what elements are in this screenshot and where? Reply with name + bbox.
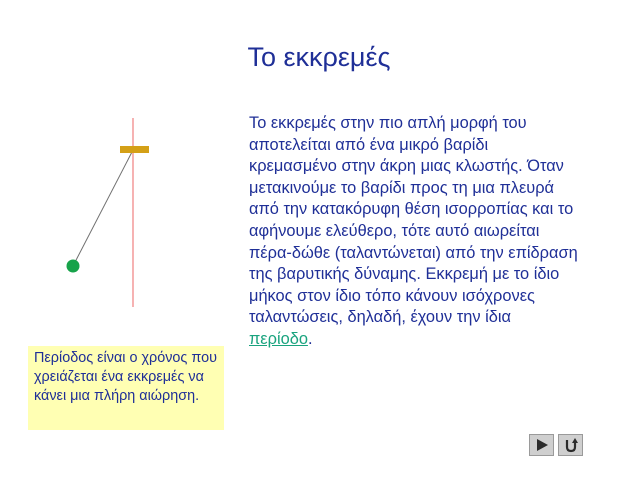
play-right-icon (535, 438, 549, 452)
slide-title: Το εκκρεμές (247, 42, 391, 72)
pendulum-bob (67, 260, 80, 273)
description-text: Το εκκρεμές στην πιο απλή μορφή του αποτελείται από ένα μικρό βαρίδι κρεμασμένο στην άκρη μιας κλωστής. Όταν μετακινούμε το βαρίδι προς τη μια πλευρά από την κατακόρυφη θέση ισορροπίας και το αφήνουμε ελεύθερο, τότε αυτό αιωρείται πέρα-δώθε (ταλαντώνεται) από την επίδραση της βαρυτικής δύναμης. Εκκρεμή με το ίδιο μήκος στον ίδιο τόπο κάνουν ισόχρονες ταλαντώσεις, δηλαδή, έχουν την ίδια (249, 114, 578, 327)
next-slide-button[interactable] (529, 434, 554, 456)
pendulum-string (73, 150, 133, 266)
pendulum-pivot (120, 146, 149, 153)
return-button[interactable] (558, 434, 583, 456)
period-link[interactable]: περίοδο (249, 329, 308, 348)
return-arrow-icon (563, 437, 579, 453)
description-end: . (307, 329, 313, 348)
period-definition-note: Περίοδος είναι ο χρόνος που χρειάζεται ένα εκκρεμές να κάνει μια πλήρη αιώρηση. (28, 346, 224, 430)
pendulum-description (249, 113, 579, 351)
